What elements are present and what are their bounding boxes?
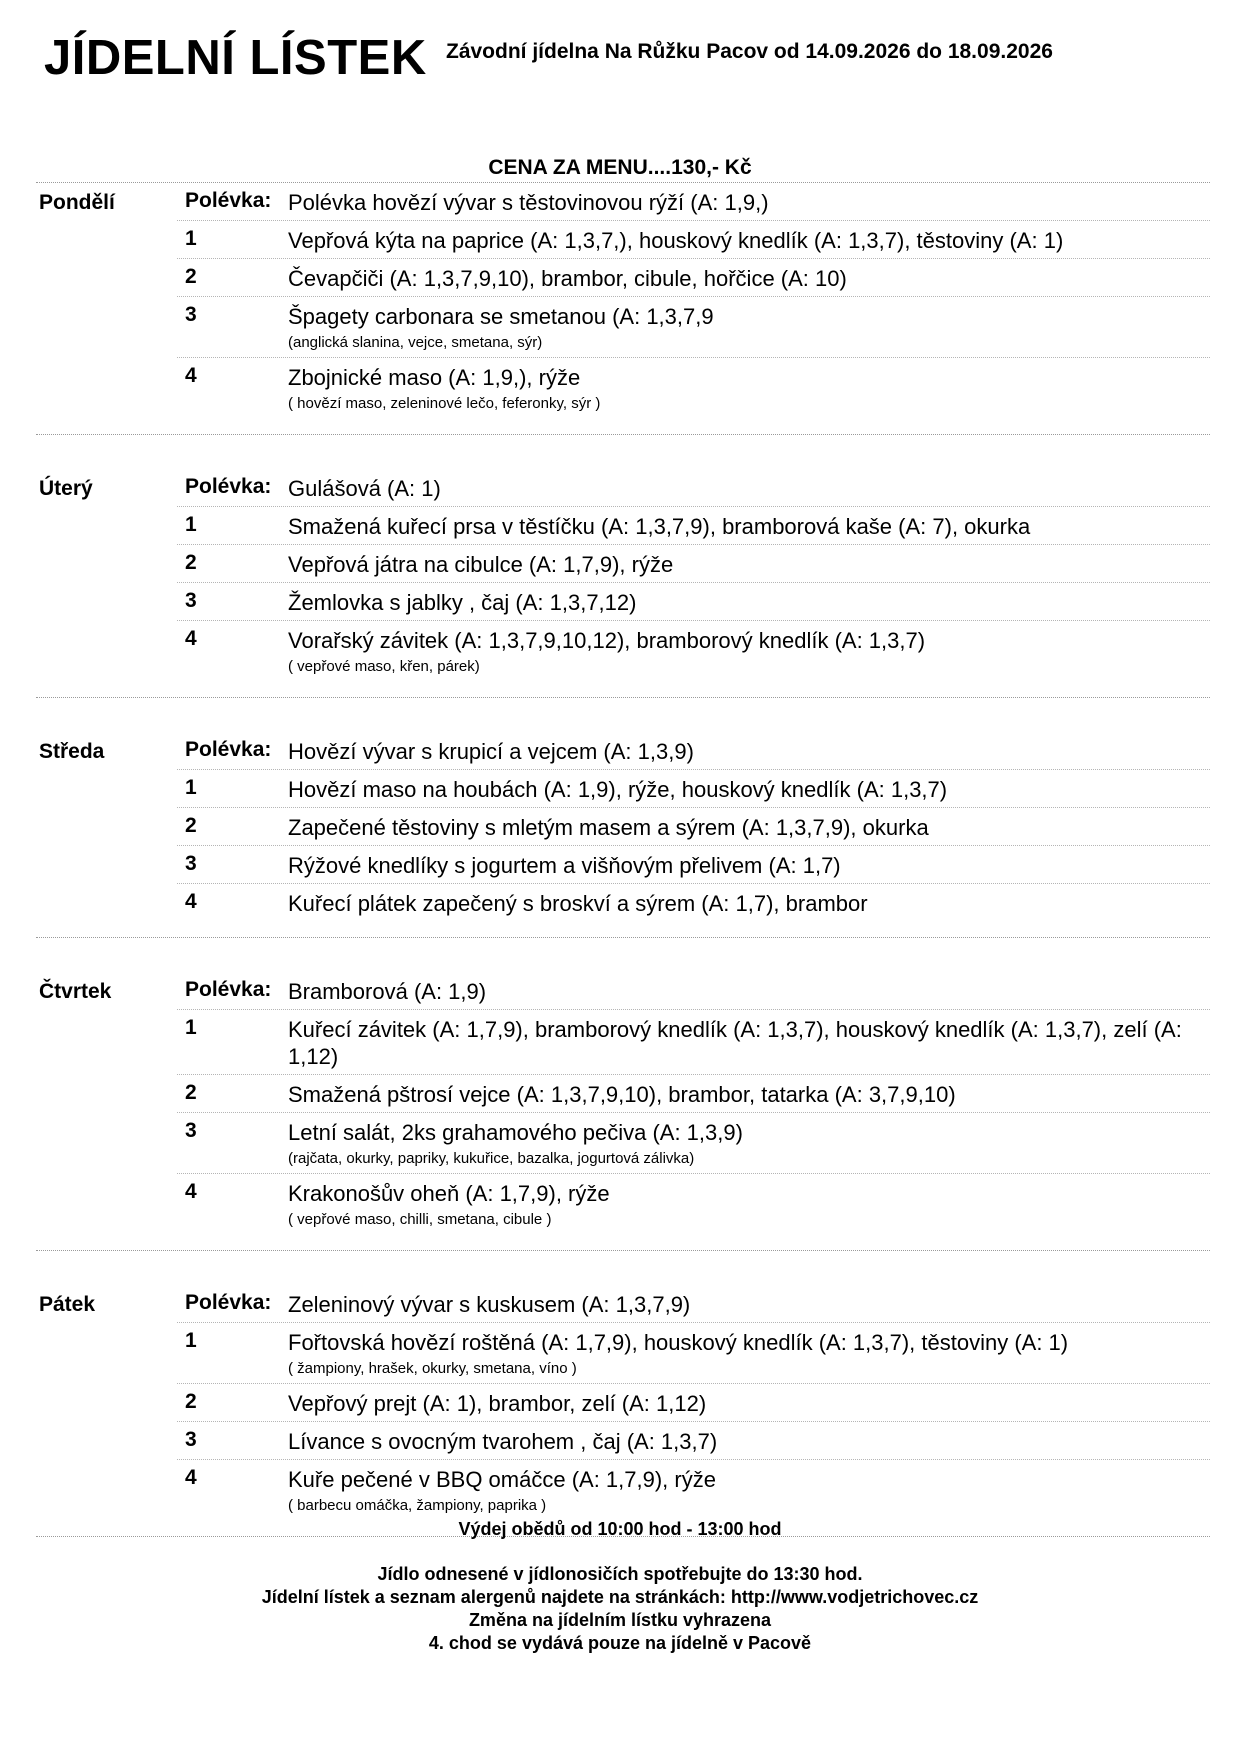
meal-description: Hovězí vývar s krupicí a vejcem (A: 1,3,9) [288,739,694,764]
meal-row [177,1384,1210,1422]
day-block [36,183,1210,435]
meal-row [177,1075,1210,1113]
day-items [177,469,1210,697]
canteen-subtitle: Závodní jídelna Na Růžku Pacov od 14.09.2026 do 18.09.2026 [446,40,1053,63]
meal-row [177,770,1210,808]
meal-number: 3 [185,303,197,326]
meal-description: Polévka hovězí vývar s těstovinovou rýží (A: 1,9,) [288,190,769,215]
menu-price: CENA ZA MENU....130,- Kč [488,156,752,179]
meal-number: 4 [185,364,197,387]
meal-number: 3 [185,589,197,612]
meal-description: Smažená kuřecí prsa v těstíčku (A: 1,3,7,9), bramborová kaše (A: 7), okurka [288,514,1031,539]
meal-content [288,513,1210,540]
meal-content [288,890,1210,917]
meal-content [288,627,1210,677]
meal-description: Gulášová (A: 1) [288,476,441,501]
meal-ingredients-note: (rajčata, okurky, papriky, kukuřice, bazalka, jogurtová zálivka) [288,1150,695,1167]
meal-description: Bramborová (A: 1,9) [288,979,487,1004]
soup-row [177,469,1210,507]
meal-description: Letní salát, 2ks grahamového pečiva (A: 1,3,9) [288,1120,743,1145]
day-name: Pondělí [39,191,115,214]
day-block [36,732,1210,938]
meal-row [177,1323,1210,1384]
meal-number: 2 [185,1081,197,1104]
meal-content [288,189,1210,216]
page-title: JÍDELNÍ LÍSTEK [44,31,427,85]
meal-content [288,852,1210,879]
meal-content [288,1329,1210,1379]
day-block [36,972,1210,1251]
meal-content [288,776,1210,803]
meal-number: 4 [185,890,197,913]
meal-description: Zbojnické maso (A: 1,9,), rýže [288,365,581,390]
meal-content [288,303,1210,353]
meal-ingredients-note: ( vepřové maso, křen, párek) [288,658,480,675]
soup-label: Polévka: [185,978,272,1001]
meal-row [177,621,1210,697]
meal-ingredients-note: ( vepřové maso, chilli, smetana, cibule ) [288,1211,552,1228]
meal-content [288,265,1210,292]
day-block [36,469,1210,698]
soup-row [177,732,1210,770]
meal-description: Čevapčiči (A: 1,3,7,9,10), brambor, cibule, hořčice (A: 10) [288,266,847,291]
meal-content [288,589,1210,616]
meal-row [177,846,1210,884]
meal-description: Fořtovská hovězí roštěná (A: 1,7,9), houskový knedlík (A: 1,3,7), těstoviny (A: 1) [288,1330,1069,1355]
meal-ingredients-note: ( hovězí maso, zeleninové lečo, feferonky, sýr ) [288,395,601,412]
meal-description: Kuře pečené v BBQ omáčce (A: 1,7,9), rýže [288,1467,716,1492]
day-name: Středa [39,740,105,763]
meal-description: Kuřecí závitek (A: 1,7,9), bramborový knedlík (A: 1,3,7), houskový knedlík (A: 1,3,7), zelí (A: 1,12) [288,1017,1182,1069]
meal-content [288,1291,1210,1318]
footer-change-note: Změna na jídelním lístku vyhrazena [468,1610,772,1630]
meal-number: 1 [185,513,197,536]
day-name: Čtvrtek [39,980,112,1003]
day-items [177,183,1210,434]
meal-description: Kuřecí plátek zapečený s broskví a sýrem (A: 1,7), brambor [288,891,868,916]
meal-description: Vepřová játra na cibulce (A: 1,7,9), rýže [288,552,674,577]
meal-description: Vorařský závitek (A: 1,3,7,9,10,12), bramborový knedlík (A: 1,3,7) [288,628,926,653]
meal-content [288,814,1210,841]
meal-content [288,738,1210,765]
day-items [177,732,1210,937]
meal-row [177,297,1210,358]
meal-content [288,1428,1210,1455]
meal-row [177,507,1210,545]
meal-description: Špagety carbonara se smetanou (A: 1,3,7,9 [288,304,714,329]
footer-takeaway-note: Jídlo odnesené v jídlonosičích spotřebujte do 13:30 hod. [377,1564,863,1584]
meal-description: Vepřový prejt (A: 1), brambor, zelí (A: 1,12) [288,1391,707,1416]
meal-number: 1 [185,1329,197,1352]
day-name: Úterý [39,477,93,500]
meal-number: 4 [185,1466,197,1489]
meal-description: Žemlovka s jablky , čaj (A: 1,3,7,12) [288,590,637,615]
meal-number: 3 [185,852,197,875]
meal-number: 2 [185,551,197,574]
meal-ingredients-note: (anglická slanina, vejce, smetana, sýr) [288,334,543,351]
meal-content [288,1081,1210,1108]
meal-row [177,583,1210,621]
footer-allergen-info: Jídelní lístek a seznam alergenů najdete na stránkách: http://www.vodjetrichovec.cz [261,1587,979,1607]
meal-row [177,1010,1210,1075]
meal-row [177,1422,1210,1460]
meal-description: Zeleninový vývar s kuskusem (A: 1,3,7,9) [288,1292,691,1317]
meal-row [177,358,1210,434]
soup-row [177,183,1210,221]
day-name: Pátek [39,1293,96,1316]
meal-ingredients-note: ( barbecu omáčka, žampiony, paprika ) [288,1497,547,1514]
day-items [177,972,1210,1250]
meal-row [177,1113,1210,1174]
day-block [36,1285,1210,1537]
menu-table [36,182,1210,1537]
meal-description: Rýžové knedlíky s jogurtem a višňovým přelivem (A: 1,7) [288,853,841,878]
soup-row [177,1285,1210,1323]
footer [0,1518,1240,1655]
meal-content [288,978,1210,1005]
meal-number: 1 [185,227,197,250]
soup-label: Polévka: [185,738,272,761]
meal-description: Hovězí maso na houbách (A: 1,9), rýže, houskový knedlík (A: 1,3,7) [288,777,948,802]
day-items [177,1285,1210,1536]
meal-description: Lívance s ovocným tvarohem , čaj (A: 1,3,7) [288,1429,718,1454]
meal-description: Smažená pštrosí vejce (A: 1,3,7,9,10), brambor, tatarka (A: 3,7,9,10) [288,1082,956,1107]
meal-row [177,1174,1210,1250]
meal-row [177,808,1210,846]
meal-content [288,1119,1210,1169]
meal-ingredients-note: ( žampiony, hrašek, okurky, smetana, víno ) [288,1360,577,1377]
meal-number: 4 [185,627,197,650]
meal-row [177,884,1210,937]
meal-content [288,1016,1210,1070]
soup-label: Polévka: [185,1291,272,1314]
meal-number: 1 [185,776,197,799]
meal-content [288,227,1210,254]
meal-number: 1 [185,1016,197,1039]
meal-description: Vepřová kýta na paprice (A: 1,3,7,), houskový knedlík (A: 1,3,7), těstoviny (A: 1) [288,228,1064,253]
footer-serving-hours: Výdej obědů od 10:00 hod - 13:00 hod [458,1519,782,1539]
meal-number: 3 [185,1119,197,1142]
meal-number: 2 [185,1390,197,1413]
soup-label: Polévka: [185,189,272,212]
meal-number: 2 [185,265,197,288]
meal-description: Zapečené těstoviny s mletým masem a sýrem (A: 1,3,7,9), okurka [288,815,929,840]
meal-content [288,1466,1210,1516]
meal-description: Krakonošův oheň (A: 1,7,9), rýže [288,1181,610,1206]
meal-content [288,475,1210,502]
meal-row [177,221,1210,259]
meal-content [288,551,1210,578]
soup-label: Polévka: [185,475,272,498]
meal-row [177,545,1210,583]
footer-fourth-course-note: 4. chod se vydává pouze na jídelně v Pacově [428,1633,812,1653]
meal-row [177,259,1210,297]
soup-row [177,972,1210,1010]
meal-number: 2 [185,814,197,837]
meal-number: 4 [185,1180,197,1203]
meal-number: 3 [185,1428,197,1451]
meal-content [288,1180,1210,1230]
meal-content [288,1390,1210,1417]
meal-content [288,364,1210,414]
